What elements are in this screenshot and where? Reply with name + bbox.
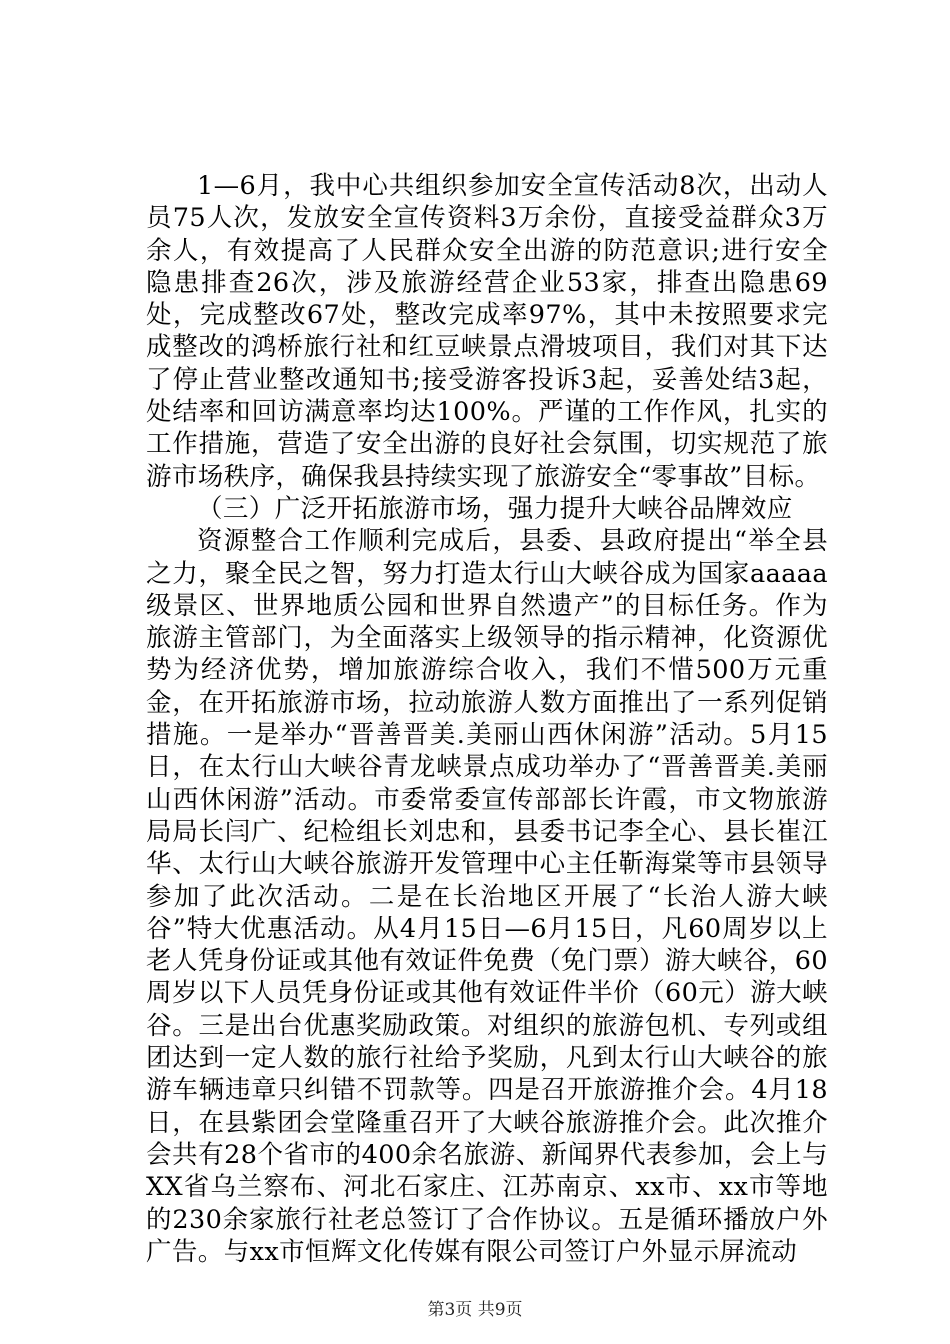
document-body xyxy=(146,170,828,1268)
paragraph-safety-summary: 1—6月，我中心共组织参加安全宣传活动8次，出动人员75人次，发放安全宣传资料3万余份，直接受益群众3万余人，有效提高了人民群众安全出游的防范意识;进行安全隐患排查26次，涉及旅游经营企业53家，排查出隐患69处，完成整改67处，整改完成率97%，其中未按照要求完成整改的鸿桥旅行社和红豆峡景点滑坡项目，我们对其下达了停止营业整改通知书;接受游客投诉3起，妥善处结3起，处结率和回访满意率均达100%。严谨的工作作风，扎实的工作措施，营造了安全出游的良好社会氛围，切实规范了旅游市场秩序，确保我县持续实现了旅游安全“零事故”目标。 xyxy=(146,171,828,492)
page-number-footer: 第3页 共9页 xyxy=(427,1300,523,1320)
section-heading: （三）广泛开拓旅游市场，强力提升大峡谷品牌效应 xyxy=(197,493,793,524)
paragraph-market-promotion: 资源整合工作顺利完成后，县委、县政府提出“举全县之力，聚全民之智，努力打造太行山大峡谷成为国家aaaaa级景区、世界地质公园和世界自然遗产”的目标任务。作为旅游主管部门，为全面落实上级领导的指示精神，化资源优势为经济优势，增加旅游综合收入，我们不惜500万元重金，在开拓旅游市场，拉动旅游人数方面推出了一系列促销措施。一是举办“晋善晋美.美丽山西休闲游”活动。5月15日，在太行山大峡谷青龙峡景点成功举办了“晋善晋美.美丽山西休闲游”活动。市委常委宣传部部长许霞，市文物旅游局局长闫广、纪检组长刘忠和，县委书记李全心、县长崔江华、太行山大峡谷旅游开发管理中心主任靳海棠等市县领导参加了此次活动。二是在长治地区开展了“长治人游大峡谷”特大优惠活动。从4月15日—6月15日，凡60周岁以上老人凭身份证或其他有效证件免费（免门票）游大峡谷，60周岁以下人员凭身份证或其他有效证件半价（60元）游大峡谷。三是出台优惠奖励政策。对组织的旅游包机、专列或组团达到一定人数的旅行社给予奖励，凡到太行山大峡谷的旅游车辆违章只纠错不罚款等。四是召开旅游推介会。4月18日，在县紫团会堂隆重召开了大峡谷旅游推介会。此次推介会共有28个省市的400余名旅游、新闻界代表参加，会上与XX省乌兰察布、河北石家庄、江苏南京、xx市、xx市等地的230余家旅行社老总签订了合作协议。五是循环播放户外广告。与xx市恒辉文化传媒有限公司签订户外显示屏流动 xyxy=(146,526,828,1267)
